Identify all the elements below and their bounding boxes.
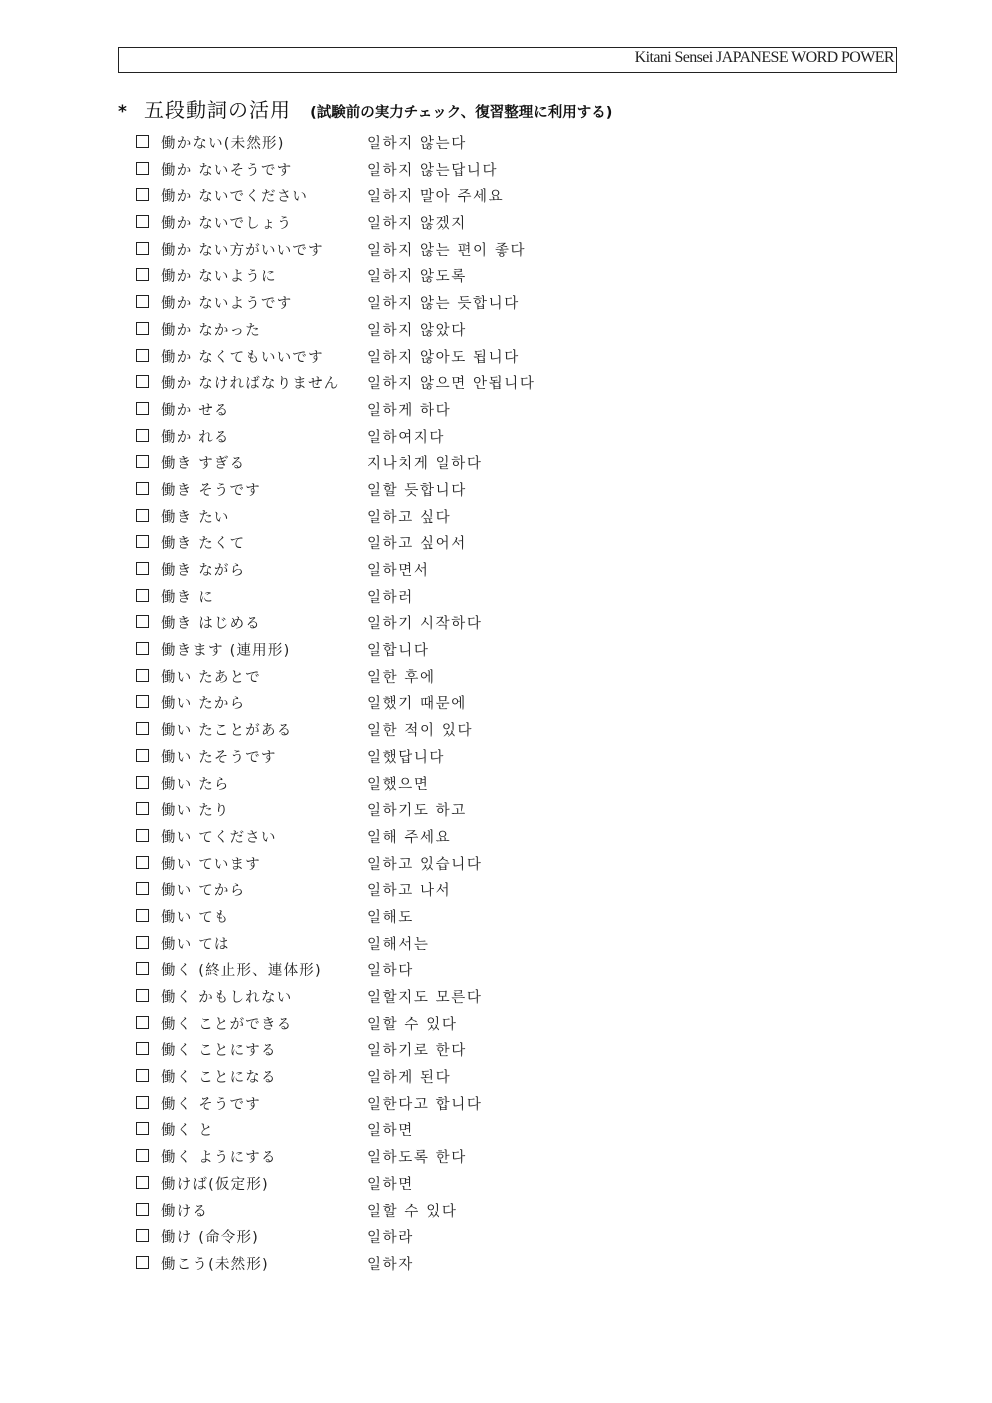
korean-translation: 일하면	[367, 1176, 414, 1193]
japanese-form: 働けば(仮定形)	[161, 1176, 269, 1193]
japanese-form: 働い たことがある	[161, 723, 293, 740]
japanese-form: 働こう(未然形)	[161, 1256, 269, 1273]
japanese-form: 働か ないでしょう	[161, 216, 293, 233]
title-subtitle: (試験前の実力チェック、復習整理に利用する)	[310, 105, 613, 121]
checkbox[interactable]	[136, 909, 149, 922]
korean-translation: 일합니다	[367, 643, 430, 660]
korean-translation: 일해서는	[367, 936, 430, 953]
checkbox[interactable]	[136, 989, 149, 1002]
korean-translation: 일할지도 모른다	[367, 990, 483, 1006]
japanese-form: 働き そうです	[161, 482, 262, 499]
checkbox[interactable]	[136, 722, 149, 735]
japanese-form: 働か なかった	[161, 322, 262, 339]
checkbox[interactable]	[136, 962, 149, 975]
korean-translation: 일하기 시작하다	[367, 616, 483, 633]
japanese-form: 働き たい	[161, 509, 230, 526]
checkbox[interactable]	[136, 1256, 149, 1269]
title-main: 五段動詞の活用	[143, 98, 291, 122]
japanese-form: 働か なければなりません	[161, 376, 340, 393]
checkbox[interactable]	[136, 268, 149, 281]
checkbox[interactable]	[136, 669, 149, 682]
korean-translation: 일했기 때문에	[367, 696, 467, 713]
checkbox[interactable]	[136, 1176, 149, 1189]
korean-translation: 일한 적이 있다	[367, 723, 474, 740]
checkbox[interactable]	[136, 802, 149, 815]
checkbox[interactable]	[136, 162, 149, 175]
korean-translation: 일한 후에	[367, 669, 436, 686]
japanese-form: 働く ようにする	[161, 1150, 277, 1167]
checkbox[interactable]	[136, 615, 149, 628]
checkbox[interactable]	[136, 402, 149, 415]
japanese-form: 働け (命令形)	[161, 1230, 260, 1247]
korean-translation: 일하지 않는다	[367, 136, 467, 152]
japanese-form: 働い たあとで	[161, 669, 262, 686]
checkbox[interactable]	[136, 1229, 149, 1242]
checkbox[interactable]	[136, 829, 149, 842]
korean-translation: 일했답니다	[367, 749, 446, 766]
checkbox[interactable]	[136, 242, 149, 255]
japanese-form: 働き に	[161, 589, 214, 606]
checkbox[interactable]	[136, 375, 149, 388]
checkbox[interactable]	[136, 1096, 149, 1109]
checkbox[interactable]	[136, 215, 149, 228]
japanese-form: 働か れる	[161, 429, 230, 446]
checkbox[interactable]	[136, 482, 149, 495]
checkbox[interactable]	[136, 322, 149, 335]
japanese-form: 働い ています	[161, 856, 262, 873]
korean-translation: 일하다	[367, 963, 414, 980]
checkbox[interactable]	[136, 188, 149, 201]
japanese-form: 働い たから	[161, 696, 246, 713]
japanese-form: 働き はじめる	[161, 616, 262, 633]
japanese-form: 働い ても	[161, 909, 230, 926]
japanese-form: 働ける	[161, 1203, 209, 1220]
korean-translation: 일하지 않는 듯합니다	[367, 296, 520, 313]
japanese-form: 働く ことにする	[161, 1043, 277, 1060]
korean-translation: 일하면서	[367, 563, 430, 579]
japanese-form: 働か ないそうです	[161, 162, 293, 179]
checkbox[interactable]	[136, 295, 149, 308]
japanese-form: 働い てから	[161, 883, 246, 900]
checkbox[interactable]	[136, 1149, 149, 1162]
checkbox[interactable]	[136, 455, 149, 468]
korean-translation: 일하지 않아도 됩니다	[367, 349, 520, 366]
korean-translation: 일하고 싶다	[367, 509, 452, 526]
japanese-form: 働き ながら	[161, 563, 246, 579]
checkbox[interactable]	[136, 562, 149, 575]
checkbox[interactable]	[136, 509, 149, 522]
japanese-form: 働か ないようです	[161, 296, 293, 313]
korean-translation: 일하지 않도록	[367, 269, 467, 286]
checkbox[interactable]	[136, 349, 149, 362]
korean-translation: 지나치게 일하다	[367, 456, 483, 473]
korean-translation: 일하게 하다	[367, 402, 452, 419]
korean-translation: 일하지 말아 주세요	[367, 189, 505, 206]
korean-translation: 일하고 나서	[367, 883, 452, 900]
checkbox[interactable]	[136, 1069, 149, 1082]
japanese-form: 働い てください	[161, 829, 277, 846]
checkbox[interactable]	[136, 1016, 149, 1029]
japanese-form: 働か ない方がいいです	[161, 242, 324, 259]
korean-translation: 일하면	[367, 1123, 414, 1140]
korean-translation: 일할 수 있다	[367, 1016, 458, 1033]
japanese-form: 働く ことができる	[161, 1016, 293, 1033]
checkbox[interactable]	[136, 776, 149, 789]
korean-translation: 일한다고 합니다	[367, 1096, 483, 1113]
checkbox[interactable]	[136, 749, 149, 762]
korean-translation: 일하지 않는답니다	[367, 162, 499, 179]
japanese-form: 働きます (連用形)	[161, 643, 291, 660]
korean-translation: 일하러	[367, 589, 414, 606]
korean-translation: 일하지 않았다	[367, 322, 467, 339]
korean-translation: 일하자	[367, 1256, 414, 1273]
checkbox[interactable]	[136, 1042, 149, 1055]
japanese-form: 働かない(未然形)	[161, 136, 285, 152]
korean-translation: 일하도록 한다	[367, 1150, 467, 1167]
korean-translation: 일할 수 있다	[367, 1203, 458, 1220]
japanese-form: 働く (終止形、連体形)	[161, 963, 322, 980]
checkbox[interactable]	[136, 589, 149, 602]
korean-translation: 일하고 있습니다	[367, 856, 483, 873]
korean-translation: 일하기로 한다	[367, 1043, 467, 1060]
korean-translation: 일할 듯합니다	[367, 482, 467, 499]
korean-translation: 일하여지다	[367, 429, 446, 446]
checkbox[interactable]	[136, 535, 149, 548]
japanese-form: 働い ては	[161, 936, 230, 953]
japanese-form: 働い たり	[161, 803, 230, 820]
checkbox[interactable]	[136, 1203, 149, 1216]
japanese-form: 働く かもしれない	[161, 990, 293, 1006]
japanese-form: 働い たら	[161, 776, 230, 793]
japanese-form: 働か せる	[161, 402, 230, 419]
japanese-form: 働く そうです	[161, 1096, 262, 1113]
japanese-form: 働か ないように	[161, 269, 277, 286]
korean-translation: 일하지 않는 편이 좋다	[367, 242, 527, 259]
checkbox[interactable]	[136, 882, 149, 895]
header-box	[118, 47, 897, 73]
japanese-form: 働く と	[161, 1123, 214, 1140]
header-text: Kitani Sensei JAPANESE WORD POWER	[634, 49, 894, 66]
checkbox[interactable]	[136, 429, 149, 442]
korean-translation: 일하라	[367, 1230, 414, 1247]
title-bullet: *	[118, 102, 127, 122]
korean-translation: 일했으면	[367, 776, 430, 793]
korean-translation: 일하지 않으면 안됩니다	[367, 376, 536, 393]
korean-translation: 일해 주세요	[367, 829, 452, 846]
korean-translation: 일하기도 하고	[367, 803, 467, 820]
korean-translation: 일하고 싶어서	[367, 536, 467, 553]
korean-translation: 일하지 않겠지	[367, 216, 467, 233]
checkbox[interactable]	[136, 642, 149, 655]
checkbox[interactable]	[136, 695, 149, 708]
japanese-form: 働か ないでください	[161, 189, 309, 206]
korean-translation: 일하게 된다	[367, 1070, 452, 1087]
section-title	[118, 94, 612, 123]
japanese-form: 働き すぎる	[161, 456, 246, 473]
checkbox[interactable]	[136, 1122, 149, 1135]
japanese-form: 働く ことになる	[161, 1070, 277, 1087]
japanese-form: 働か なくてもいいです	[161, 349, 324, 366]
japanese-form: 働き たくて	[161, 536, 246, 553]
checkbox[interactable]	[136, 856, 149, 869]
checkbox[interactable]	[136, 936, 149, 949]
korean-translation: 일해도	[367, 909, 414, 926]
checkbox[interactable]	[136, 135, 149, 148]
japanese-form: 働い たそうです	[161, 749, 277, 766]
